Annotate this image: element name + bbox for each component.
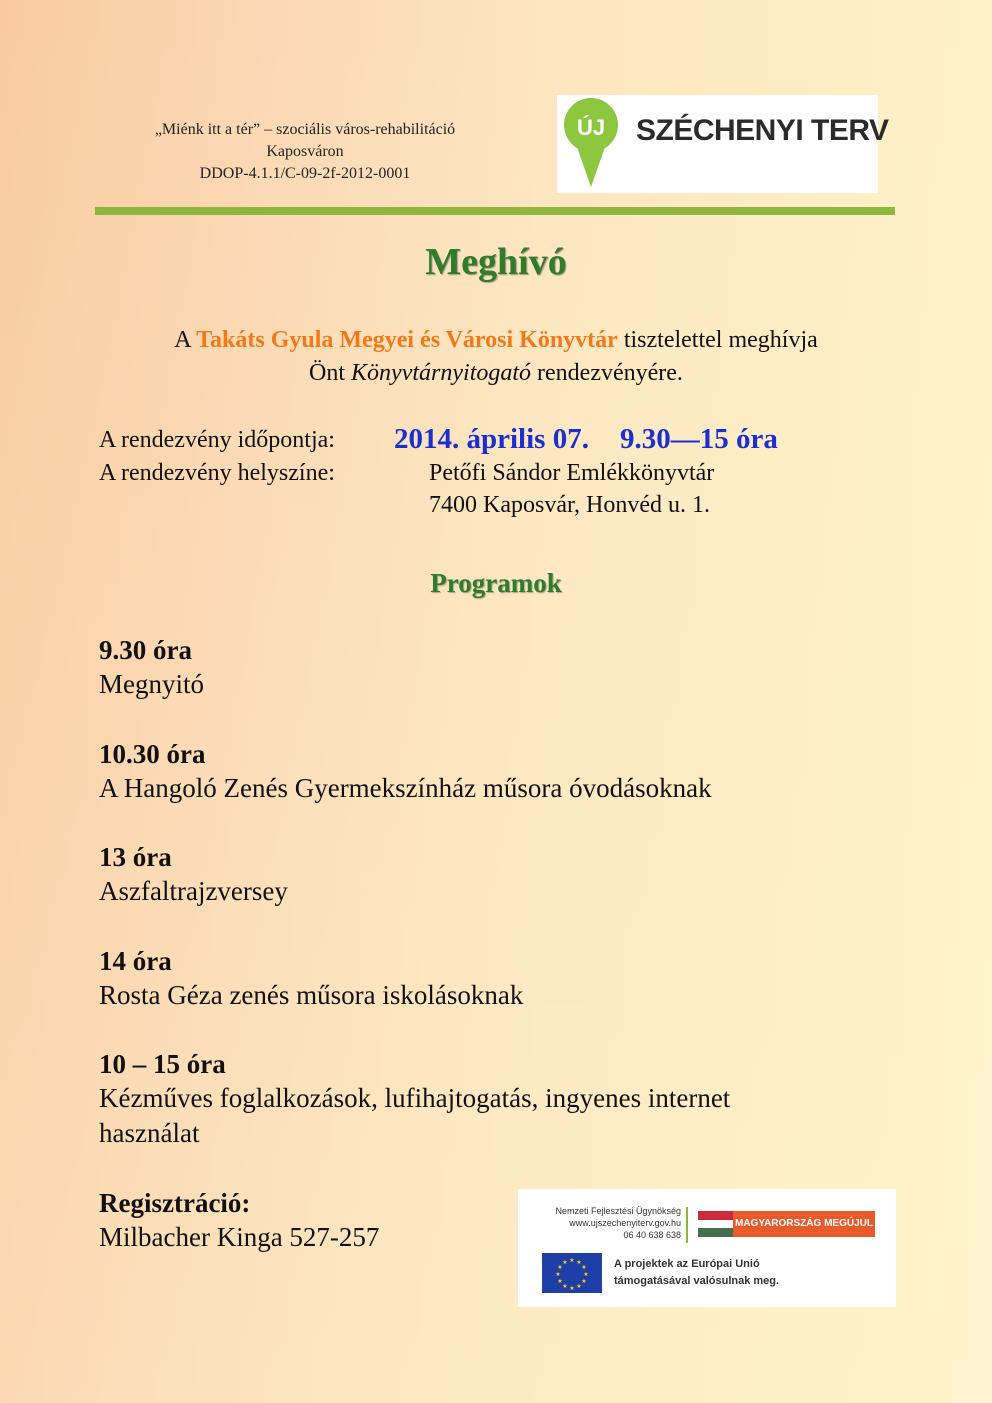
program-time: 13 óra xyxy=(99,842,172,872)
project-line-1: „Miénk itt a tér” – szociális város-rehabilitáció xyxy=(154,121,456,138)
program-item xyxy=(99,1047,819,1151)
program-description: Aszfaltrajzversey xyxy=(99,876,288,906)
registration-label: Regisztráció: xyxy=(99,1188,251,1218)
header-divider xyxy=(95,207,895,215)
svg-text:★: ★ xyxy=(569,1257,575,1264)
program-item xyxy=(99,633,859,702)
programs-title: Programok xyxy=(430,568,562,598)
page-title: Meghívó xyxy=(425,241,567,283)
event-name: Könyvtárnyitogató xyxy=(351,360,532,386)
intro-prefix: A xyxy=(174,327,197,353)
program-item xyxy=(99,840,859,909)
program-description: Rosta Géza zenés műsora iskolásoknak xyxy=(99,980,524,1010)
partner-logos xyxy=(518,1189,896,1307)
svg-text:★: ★ xyxy=(576,1259,582,1266)
agency-name: Nemzeti Fejlesztési Ügynökség xyxy=(555,1206,681,1216)
intro-line2-prefix: Önt xyxy=(309,360,352,386)
event-date: 2014. április 07. xyxy=(394,423,589,455)
eu-flag-icon xyxy=(542,1253,602,1293)
szechenyi-terv-logo xyxy=(557,95,889,193)
project-line-2: Kaposváron xyxy=(266,143,344,160)
agency-info xyxy=(518,1205,681,1241)
svg-text:★: ★ xyxy=(555,1271,561,1278)
eu-text-line-1: A projektek az Európai Unió xyxy=(614,1258,760,1270)
svg-text:★: ★ xyxy=(557,1278,563,1285)
svg-text:★: ★ xyxy=(562,1283,568,1290)
event-time: 9.30—15 óra xyxy=(620,423,778,455)
svg-text:★: ★ xyxy=(576,1283,582,1290)
intro-line2-suffix: rendezvényére. xyxy=(531,360,683,386)
organization-name: Takáts Gyula Megyei és Városi Könyvtár xyxy=(196,327,618,353)
program-description: Kézműves foglalkozások, lufihajtogatás, ingyenes internet használat xyxy=(99,1083,731,1148)
logo-prefix: ÚJ xyxy=(576,115,606,140)
program-description: Megnyitó xyxy=(99,669,204,699)
svg-text:★: ★ xyxy=(562,1259,568,1266)
intro-line-2 xyxy=(0,357,992,390)
program-item xyxy=(99,944,859,1013)
program-item xyxy=(99,737,859,806)
location-name: Petőfi Sándor Emlékkönyvtár xyxy=(429,460,715,486)
intro-line-1 xyxy=(0,324,992,357)
agency-phone: 06 40 638 638 xyxy=(623,1230,681,1240)
svg-text:★: ★ xyxy=(557,1264,563,1271)
intro-line1-suffix: tisztelettel meghívja xyxy=(617,327,818,353)
project-info xyxy=(95,119,515,185)
partner-divider xyxy=(686,1207,688,1243)
location-pin-icon xyxy=(563,97,619,189)
magyarorszag-megujul-badge: MAGYARORSZÁG MEGÚJUL xyxy=(733,1211,875,1237)
location-address: 7400 Kaposvár, Honvéd u. 1. xyxy=(429,492,710,518)
hungarian-flag-icon xyxy=(698,1211,733,1237)
invitation-intro xyxy=(0,324,992,390)
logo-text: SZÉCHENYI TERV xyxy=(636,114,889,147)
svg-text:★: ★ xyxy=(569,1285,575,1292)
project-line-3: DDOP-4.1.1/C-09-2f-2012-0001 xyxy=(199,165,411,182)
registration xyxy=(99,1186,499,1255)
program-time: 10 – 15 óra xyxy=(99,1049,226,1079)
date-label: A rendezvény időpontja: xyxy=(99,427,335,453)
registration-contact: Milbacher Kinga 527-257 xyxy=(99,1222,380,1252)
svg-text:★: ★ xyxy=(583,1271,589,1278)
agency-website: www.ujszechenyiterv.gov.hu xyxy=(569,1218,681,1228)
program-time: 14 óra xyxy=(99,946,172,976)
svg-text:★: ★ xyxy=(581,1264,587,1271)
location-label: A rendezvény helyszíne: xyxy=(99,460,335,486)
program-time: 10.30 óra xyxy=(99,739,206,769)
svg-text:★: ★ xyxy=(581,1278,587,1285)
program-description: A Hangoló Zenés Gyermekszínház műsora óvodásoknak xyxy=(99,773,712,803)
eu-text-line-2: támogatásával valósulnak meg. xyxy=(614,1275,780,1287)
program-time: 9.30 óra xyxy=(99,635,192,665)
eu-support-text xyxy=(614,1256,779,1290)
